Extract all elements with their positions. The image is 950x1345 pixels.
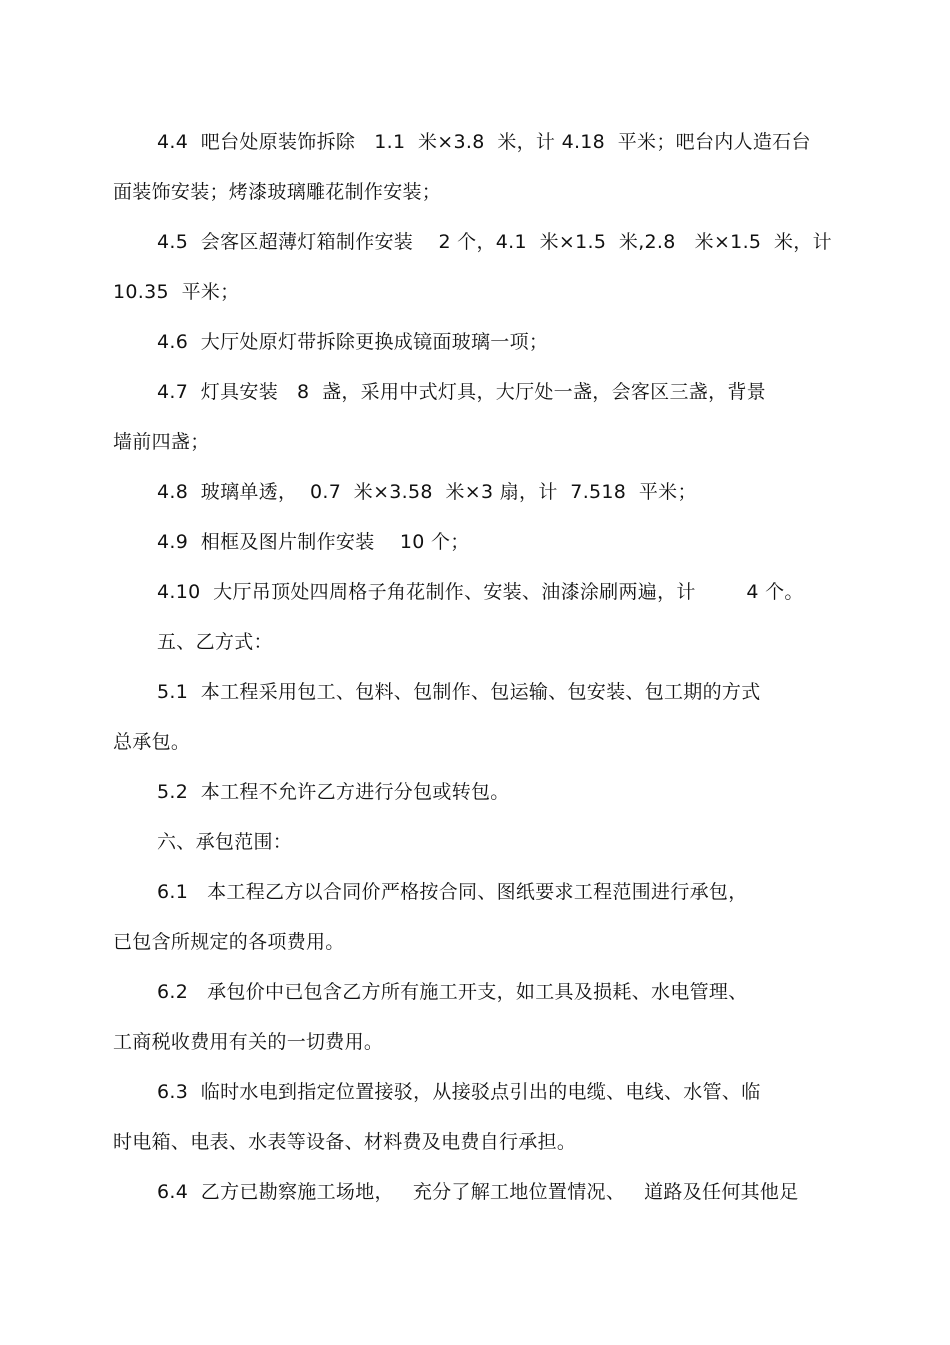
text-line: 6.2 承包价中已包含乙方所有施工开支，如工具及损耗、水电管理、 [157, 981, 748, 1003]
text-line: 4.8 玻璃单透， 0.7 米×3.58 米×3 扇，计 7.518 平米； [157, 481, 697, 503]
text-line: 总承包。 [113, 731, 191, 753]
text-line: 时电箱、电表、水表等设备、材料费及电费自行承担。 [113, 1131, 577, 1153]
text-line: 6.3 临时水电到指定位置接驳，从接驳点引出的电缆、电线、水管、临 [157, 1081, 761, 1103]
text-line: 4.6 大厅处原灯带拆除更换成镜面玻璃一项； [157, 331, 549, 353]
text-line: 4.7 灯具安装 8 盏，采用中式灯具，大厅处一盏，会客区三盏，背景 [157, 381, 766, 403]
section-heading: 五、乙方式： [157, 631, 273, 653]
text-line: 4.10 大厅吊顶处四周格子角花制作、安装、油漆涂刷两遍，计 4 个。 [157, 581, 804, 603]
text-line: 10.35 平米； [113, 281, 240, 303]
text-line: 5.2 本工程不允许乙方进行分包或转包。 [157, 781, 510, 803]
text-line: 4.4 吧台处原装饰拆除 1.1 米×3.8 米，计 4.18 平米；吧台内人造石台 [157, 131, 811, 153]
text-line: 墙前四盏； [113, 431, 210, 453]
text-line: 已包含所规定的各项费用。 [113, 931, 345, 953]
text-line: 5.1 本工程采用包工、包料、包制作、包运输、包安装、包工期的方式 [157, 681, 761, 703]
text-line: 面装饰安装；烤漆玻璃雕花制作安装； [113, 181, 442, 203]
text-line: 工商税收费用有关的一切费用。 [113, 1031, 384, 1053]
text-line: 6.4 乙方已勘察施工场地， 充分了解工地位置情况、 道路及任何其他足 [157, 1181, 799, 1203]
text-line: 4.5 会客区超薄灯箱制作安装 2 个，4.1 米×1.5 米,2.8 米×1.5 米，计 [157, 231, 832, 253]
text-line: 6.1 本工程乙方以合同价严格按合同、图纸要求工程范围进行承包， [157, 881, 748, 903]
text-line: 4.9 相框及图片制作安装 10 个； [157, 531, 470, 553]
section-heading: 六、承包范围： [157, 831, 293, 853]
